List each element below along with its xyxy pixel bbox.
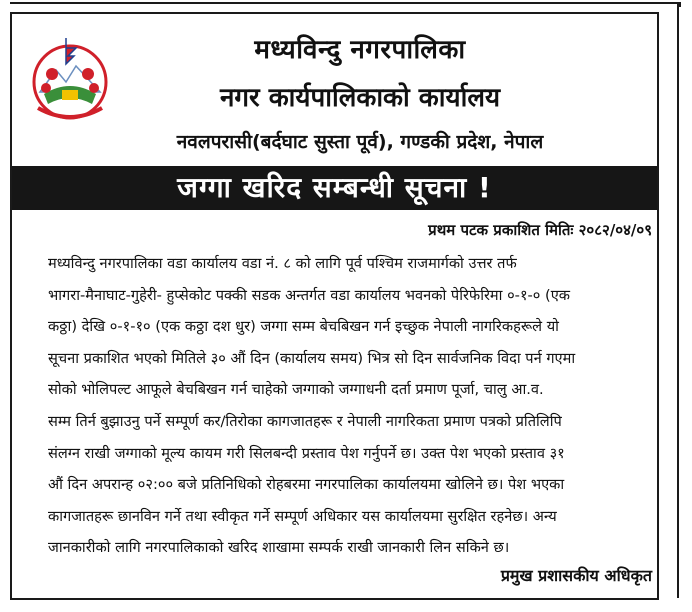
notice-line: मध्यविन्दु नगरपालिका वडा कार्यालय वडा नं. ८ को लागि पूर्व पश्चिम राजमार्गको उत्तर तर्फ — [48, 255, 517, 272]
frame-shadow-top — [10, 2, 681, 7]
notice-line: सोको भोलिपल्ट आफूले बेचबिखन गर्न चाहेको जग्गाको जग्गाधनी दर्ता प्रमाण पूर्जा, चालु आ.व. — [48, 381, 544, 399]
notice-line: सूचना प्रकाशित भएको मितिले ३० औं दिन (कार्यालय समय) भित्र सो दिन सार्वजनिक विदा पर्न गएमा — [48, 349, 576, 367]
signature: प्रमुख प्रशासकीय अधिकृत — [500, 566, 652, 585]
notice-line: औं दिन अपरान्ह ०२:०० बजे प्रतिनिधिको रोहबरमा नगरपालिका कार्यालयमा खोलिने छ। पेश भएका — [48, 476, 565, 494]
notice-title-banner: जग्गा खरिद सम्बन्धी सूचना ! — [12, 166, 657, 210]
office-name: नगर कार्यपालिकाको कार्यालय — [219, 83, 501, 113]
nepal-emblem-icon — [22, 30, 118, 126]
frame-shadow-right — [677, 2, 679, 598]
address: नवलपरासी(बर्दघाट सुस्ता पूर्व), गण्डकी प्रदेश, नेपाल — [176, 131, 544, 153]
notice-line: सम्म तिर्न बुझाउनु पर्ने सम्पूर्ण कर/तिरोका कागजातहरू र नेपाली नागरिकता प्रमाण पत्रको प्रतिलिपि — [48, 412, 562, 430]
notice-line: जानकारीको लागि नगरपालिकाको खरिद शाखामा सम्पर्क राखी जानकारी लिन सकिने छ। — [48, 539, 510, 557]
published-date: प्रथम पटक प्रकाशित मितिः २०८२/०४/०९ — [428, 221, 652, 239]
notice-line: कठ्ठा) देखि ०-१-१० (एक कठ्ठा दश धुर) जग्गा सम्म बेचबिखन गर्न इच्छुक नेपाली नागरिकहरूले यो — [48, 318, 559, 336]
notice-body — [48, 248, 640, 564]
org-name: मध्यविन्दु नगरपालिका — [254, 35, 466, 65]
notice-line: भागरा-मैनाघाट-गुहेरी- हुप्सेकोट पक्की सडक अन्तर्गत वडा कार्यालय भवनको पेरिफेरिमा ०-१-० (एक — [48, 286, 570, 304]
notice-line: संलग्न राखी जग्गाको मूल्य कायम गरी सिलबन्दी प्रस्ताव पेश गर्नुपर्ने छ। उक्त पेश भएको प्रस्ताव ३१ — [48, 444, 565, 462]
notice-line: कागजातहरू छानविन गर्ने तथा स्वीकृत गर्ने सम्पूर्ण अधिकार यस कार्यालयमा सुरक्षित रहनेछ। अन्य — [48, 507, 557, 525]
